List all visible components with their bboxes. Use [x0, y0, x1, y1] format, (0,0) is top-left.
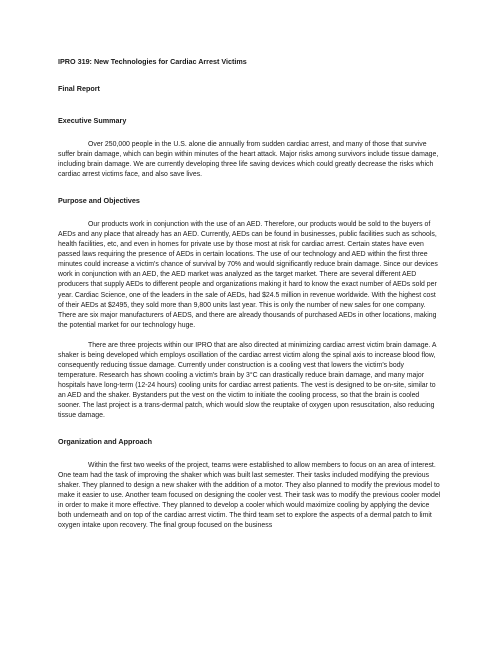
- section-heading-organization-and-approach: Organization and Approach: [58, 437, 152, 447]
- section-heading-executive-summary: Executive Summary: [58, 116, 127, 125]
- document-title: IPRO 319: New Technologies for Cardiac Arrest Victims: [58, 57, 247, 66]
- document-subtitle: Final Report: [58, 84, 100, 93]
- purpose-paragraph-2: There are three projects within our IPRO that are also directed at minimizing cardiac arrest victim brain damage. A shaker is being developed which employs oscillation of the cardiac arrest victim along the spinal axis to increase blood flow, consequently reducing tissue damage. Currently under construction is a cooling vest that lowers the victim's body temperature. Research has shown cooling a victim's brain by 3°C can drastically reduce brain damage, and many major hospitals have long-term (12-24 hours) cooling units for cardiac arrest patients. The vest is designed to be on-site, similar to an AED and the shaker. Bystanders put the vest on the victim to initiate the cooling process, so that the brain is cooled sooner. The last project is a trans-dermal patch, which would slow the reuptake of oxygen upon resuscitation, also reducing tissue damage.: [58, 341, 437, 420]
- section-heading-purpose-and-objectives: Purpose and Objectives: [58, 196, 140, 206]
- purpose-paragraph-1: Our products work in conjunction with the use of an AED. Therefore, our products would be sold to the buyers of AEDs and any place that already has an AED. Currently, AEDs can be found in businesses, public facilities such as schools, health facilities, etc, and even in homes for private use by those most at risk for cardiac arrest. Certain states have even passed laws requiring the presence of AEDs in certain locations. The use of our technology and AED within the first three minutes could increase a victim's chance of survival by 70% and would significantly reduce brain damage. Since our devices work in conjunction with an AED, the AED market was analyzed as the target market. There are several different AED producers that supply AEDs to different people and organizations making it hard to know the exact number of AEDs sold per year. Cardiac Science, one of the leaders in the sale of AEDs, had $24.5 million in revenue worldwide. With the highest cost of their AEDs at $2495, they sold more than 9,800 units last year. This is only the number of new sales for one company. There are six major manufacturers of AEDS, and there are already thousands of purchased AEDs in other locations, making the potential market for our technology huge.: [58, 221, 438, 329]
- executive-summary-paragraph: Over 250,000 people in the U.S. alone die annually from sudden cardiac arrest, and many of those that survive suffer brain damage, which can begin within minutes of the heart attack. Major risks among survivors include tissue damage, including brain damage. We are currently developing three life saving devices which could greatly decrease the risks which cardiac arrest victims face, and also save lives.: [58, 141, 439, 179]
- organization-paragraph: Within the first two weeks of the project, teams were established to allow members to focus on an area of interest. One team had the task of improving the shaker which was built last semester. Their tasks included modifying the previous shaker. They planned to design a new shaker with the addition of a motor. They also planned to modify the previous model to make it easier to use. Another team focused on designing the cooler vest. Their task was to modify the previous cooler model in order to make it more effective. They planned to develop a cooler which would maximize cooling by applying the device both underneath and on top of the cardiac arrest victim. The third team set to explore the aspects of a dermal patch to limit oxygen intake upon recovery. The final group focused on the business: [58, 462, 441, 530]
